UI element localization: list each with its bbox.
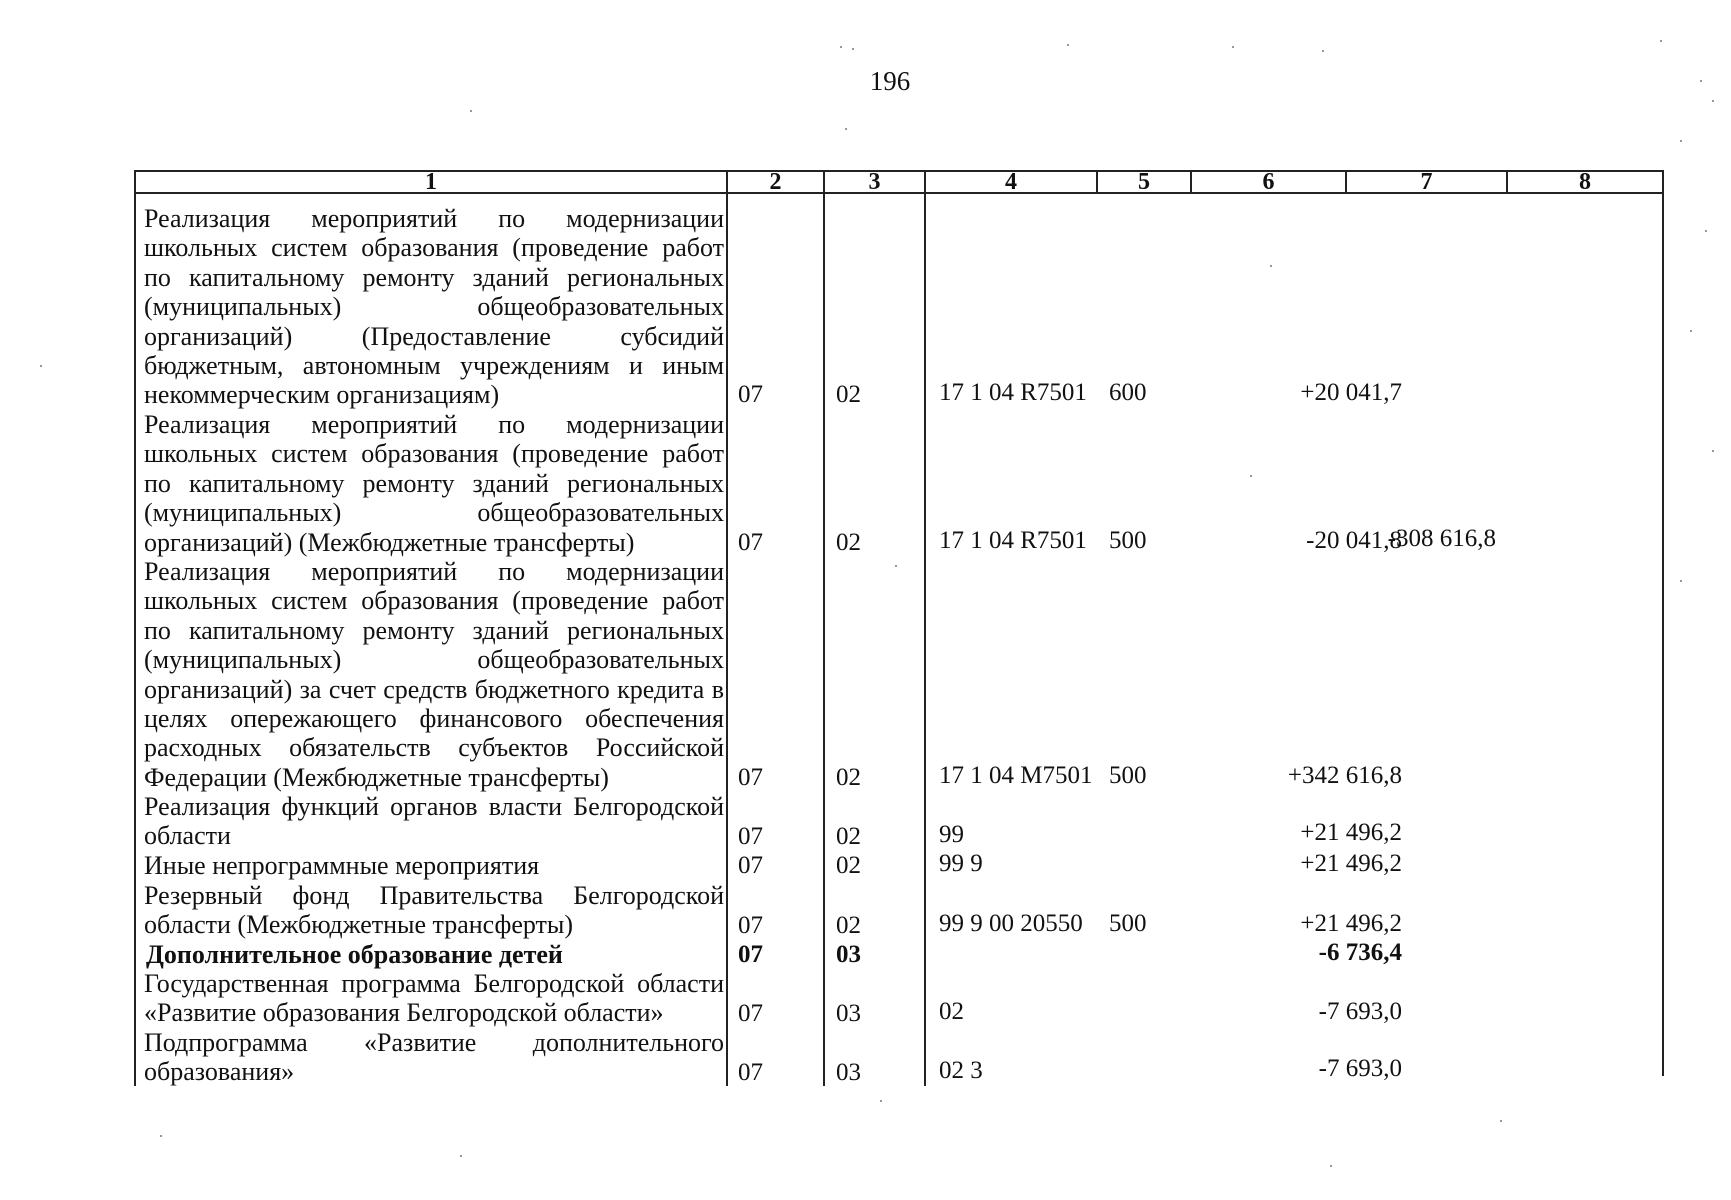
column-header-1: 1 xyxy=(136,172,728,192)
page-number: 196 xyxy=(869,66,911,96)
table-row xyxy=(134,557,1664,792)
row-description: Дополнительное образование детей xyxy=(146,940,563,969)
cell-amount: +342 616,8 xyxy=(1287,762,1402,789)
cell-amount: -20 041,8 xyxy=(1306,527,1402,554)
cell-amount: -6 736,4 xyxy=(1318,939,1402,966)
cell-section: 07 xyxy=(738,381,763,408)
table-row xyxy=(134,851,1664,881)
row-description: Реализация мероприятий по модернизации школьных систем образования (проведение работ по капитальному ремонту зданий региональных (муниципальных) общеобразовательных организаций) за счет средств бюджетного кредита в целях опережающего финансового обеспечения расходных обязательств субъектов Российской Федерации (Межбюджетные трансферты) xyxy=(144,557,724,792)
cell-section: 07 xyxy=(738,941,763,968)
column-header-6: 6 xyxy=(1192,172,1347,192)
row-description: Резервный фонд Правительства Белгородской области (Межбюджетные трансферты) xyxy=(144,881,724,940)
cell-subsection: 02 xyxy=(836,912,861,939)
row-description: Реализация мероприятий по модернизации школьных систем образования (проведение работ по капитальному ремонту зданий региональных (муниципальных) общеобразовательных организаций) (Межбюджетные трансферты) xyxy=(144,410,724,557)
cell-section: 07 xyxy=(738,529,763,556)
cell-target-article: 17 1 04 M7501 xyxy=(939,762,1093,789)
cell-section: 07 xyxy=(738,1000,763,1027)
cell-subsection: 02 xyxy=(836,823,861,850)
cell-target-article: 99 9 00 20550 xyxy=(939,910,1083,937)
table-row xyxy=(134,969,1664,1028)
column-header-8: 8 xyxy=(1579,169,1591,195)
cell-target-article: 02 xyxy=(939,998,964,1025)
cell-target-article: 99 9 xyxy=(939,850,983,877)
table-row xyxy=(134,1028,1664,1086)
cell-section: 07 xyxy=(738,852,763,879)
cell-subsection: 03 xyxy=(836,1000,861,1027)
row-description: Иные непрограммные мероприятия xyxy=(144,851,540,880)
table-row xyxy=(134,204,1664,410)
cell-target-article: 99 xyxy=(939,821,964,848)
column-header-2: 2 xyxy=(728,172,825,192)
cell-amount: +21 496,2 xyxy=(1300,819,1402,846)
row-description: Государственная программа Белгородской области «Развитие образования Белгородской области» xyxy=(144,969,724,1028)
cell-expense-type: 500 xyxy=(1109,762,1147,789)
cell-section: 07 xyxy=(738,1059,763,1086)
cell-amount: +21 496,2 xyxy=(1300,910,1402,937)
cell-section: 07 xyxy=(738,823,763,850)
column-header-7: 7 xyxy=(1347,172,1508,192)
cell-section: 07 xyxy=(738,912,763,939)
cell-amount: +21 496,2 xyxy=(1300,850,1402,877)
cell-subsection: 03 xyxy=(836,941,861,968)
cell-amount: -7 693,0 xyxy=(1318,1055,1402,1082)
cell-expense-type: 500 xyxy=(1109,527,1147,554)
row-description: Реализация функций органов власти Белгородской области xyxy=(144,792,724,851)
table-row xyxy=(134,881,1664,940)
cell-expense-type: 600 xyxy=(1109,379,1147,406)
cell-target-article: 17 1 04 R7501 xyxy=(939,379,1087,406)
cell-subsection: 02 xyxy=(836,852,861,879)
cell-target-article: 02 3 xyxy=(939,1057,983,1084)
table-row xyxy=(134,410,1664,557)
row-description: Подпрограмма «Развитие дополнительного образования» xyxy=(144,1028,724,1087)
cell-subsection: 03 xyxy=(836,1059,861,1086)
column-header-3: 3 xyxy=(825,172,926,192)
table-row xyxy=(134,940,1664,969)
table-body xyxy=(134,194,1664,1086)
cell-subsection: 02 xyxy=(836,381,861,408)
cell-subsection: 02 xyxy=(836,529,861,556)
column-header-5: 5 xyxy=(1098,172,1192,192)
cell-amount-col7: -308 616,8 xyxy=(1387,525,1496,552)
cell-amount: +20 041,7 xyxy=(1300,379,1402,406)
table-header-row xyxy=(134,170,1664,194)
cell-section: 07 xyxy=(738,764,763,791)
cell-subsection: 02 xyxy=(836,764,861,791)
cell-amount: -7 693,0 xyxy=(1318,998,1402,1025)
cell-target-article: 17 1 04 R7501 xyxy=(939,527,1087,554)
column-header-4: 4 xyxy=(926,172,1098,192)
table-row xyxy=(134,792,1664,851)
cell-expense-type: 500 xyxy=(1109,910,1147,937)
row-description: Реализация мероприятий по модернизации школьных систем образования (проведение работ по капитальному ремонту зданий региональных (муниципальных) общеобразовательных организаций) (Предоставление субсидий бюджетным, автономным учреждениям и иным некоммерческим организациям) xyxy=(144,204,724,410)
